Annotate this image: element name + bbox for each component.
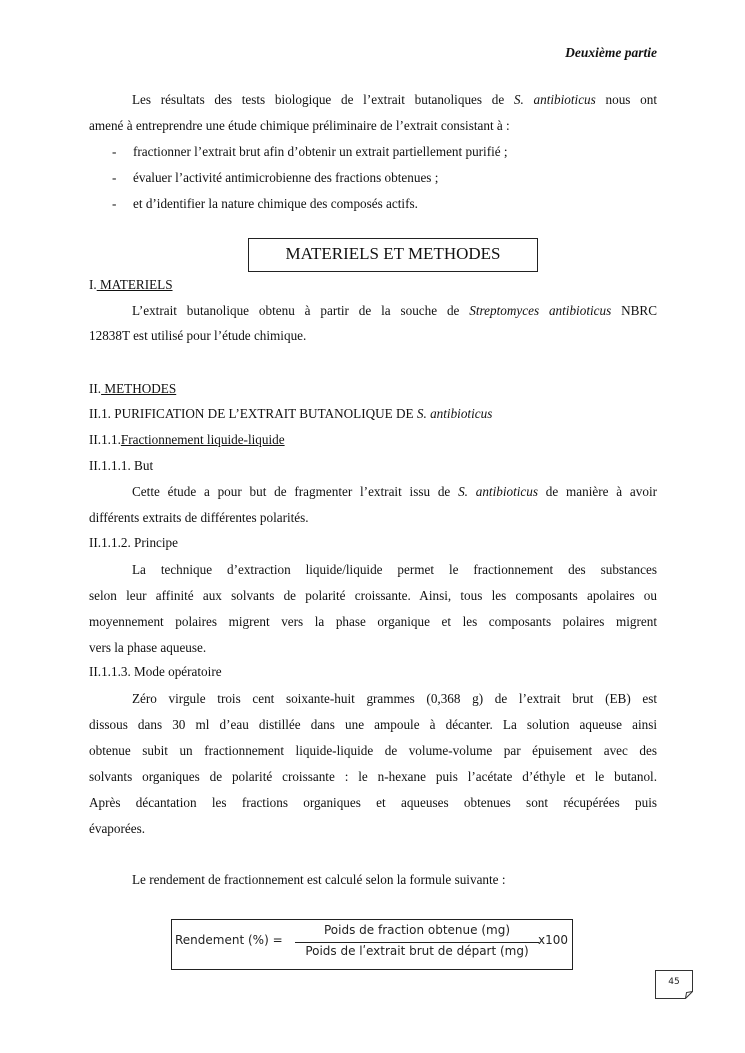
- methodes-heading: [89, 381, 176, 397]
- mode-line: Zéro virgule trois cent soixante-huit grammes (0,368 g) de l’extrait brut (EB) est: [132, 691, 657, 706]
- bullet-marker: -: [112, 196, 117, 211]
- fractionnement-heading: [89, 432, 285, 448]
- bullet-marker: -: [112, 144, 117, 159]
- but-line-2: différents extraits de différentes polarités.: [89, 510, 309, 525]
- species-name: S. antibioticus: [458, 484, 539, 499]
- but-line-1: [132, 484, 657, 500]
- bullet-item: évaluer l’activité antimicrobienne des fractions obtenues ;: [133, 170, 439, 185]
- formula-box: [171, 919, 573, 970]
- principe-line: moyennement polaires migrent vers la phase organique et les composants polaires migrent: [89, 614, 657, 629]
- formula-left: Rendement (%) =: [175, 933, 283, 947]
- page-number-badge: [655, 970, 693, 999]
- mode-line: dissous dans 30 ml d’eau distillée dans une ampoule à décanter. La solution aqueuse ainsi: [89, 717, 657, 732]
- intro-text: Les résultats des tests biologique de l’extrait butanoliques de: [132, 92, 514, 107]
- species-name: Streptomyces antibioticus: [469, 303, 612, 318]
- mode-line: Après décantation les fractions organiques et aqueuses obtenues sont récupérées puis: [89, 795, 657, 810]
- heading-number: II.1.1.: [89, 432, 121, 447]
- mode-line: évaporées.: [89, 821, 146, 836]
- principe-heading: II.1.1.2. Principe: [89, 535, 178, 550]
- heading-label: Fractionnement liquide-liquide: [120, 432, 285, 447]
- intro-line-1: [132, 92, 657, 108]
- principe-line: selon leur affinité aux solvants de polarité croissante. Ainsi, tous les composants apolaires ou: [89, 588, 657, 603]
- heading-number: II.: [89, 381, 102, 396]
- materiels-line-2: 12838T est utilisé pour l’étude chimique.: [89, 328, 307, 343]
- body-text: NBRC: [611, 303, 658, 318]
- body-text: de manière à avoir: [538, 484, 657, 499]
- heading-label: MATERIELS: [96, 277, 173, 292]
- but-heading: II.1.1.1. But: [89, 458, 154, 473]
- body-text: Cette étude a pour but de fragmenter l’extrait issu de: [132, 484, 459, 499]
- page-number: 45: [668, 977, 680, 987]
- formula-right: x100: [538, 933, 569, 947]
- species-name: S. antibioticus: [416, 406, 493, 421]
- mode-heading: II.1.1.3. Mode opératoire: [89, 664, 222, 679]
- mode-line: solvants organiques de polarité croissante : le n-hexane puis l’acétate d’éthyle et le butanol.: [89, 769, 657, 784]
- species-name: S. antibioticus: [513, 92, 596, 107]
- mode-line: obtenue subit un fractionnement liquide-liquide de volume-volume par épuisement avec des: [89, 743, 657, 758]
- intro-text: nous ont: [595, 92, 657, 107]
- bullet-item: fractionner l’extrait brut afin d’obtenir un extrait partiellement purifié ;: [133, 144, 508, 159]
- part-header: Deuxième partie: [565, 45, 657, 60]
- formula-numerator: Poids de fraction obtenue (mg): [323, 923, 511, 937]
- rendement-intro: Le rendement de fractionnement est calculé selon la formule suivante :: [132, 872, 506, 887]
- principe-line: La technique d’extraction liquide/liquide permet le fractionnement des substances: [132, 562, 657, 577]
- intro-line-2: amené à entreprendre une étude chimique préliminaire de l’extrait consistant à :: [89, 118, 510, 133]
- materiels-heading: [89, 277, 173, 293]
- bullet-marker: -: [112, 170, 117, 185]
- purification-heading: [89, 406, 492, 422]
- bullet-item: et d’identifier la nature chimique des composés actifs.: [133, 196, 418, 211]
- heading-number: I.: [89, 277, 97, 292]
- fraction-bar: [295, 942, 539, 943]
- principe-line: vers la phase aqueuse.: [89, 640, 207, 655]
- formula-denominator: Poids de lʹextrait brut de départ (mg): [305, 944, 529, 958]
- heading-text: II.1. PURIFICATION DE L’EXTRAIT BUTANOLIQUE DE: [89, 406, 417, 421]
- materiels-line-1: [132, 303, 657, 319]
- heading-label: METHODES: [101, 381, 177, 396]
- section-title-box: MATERIELS ET METHODES: [248, 238, 538, 272]
- body-text: L’extrait butanolique obtenu à partir de la souche de: [132, 303, 470, 318]
